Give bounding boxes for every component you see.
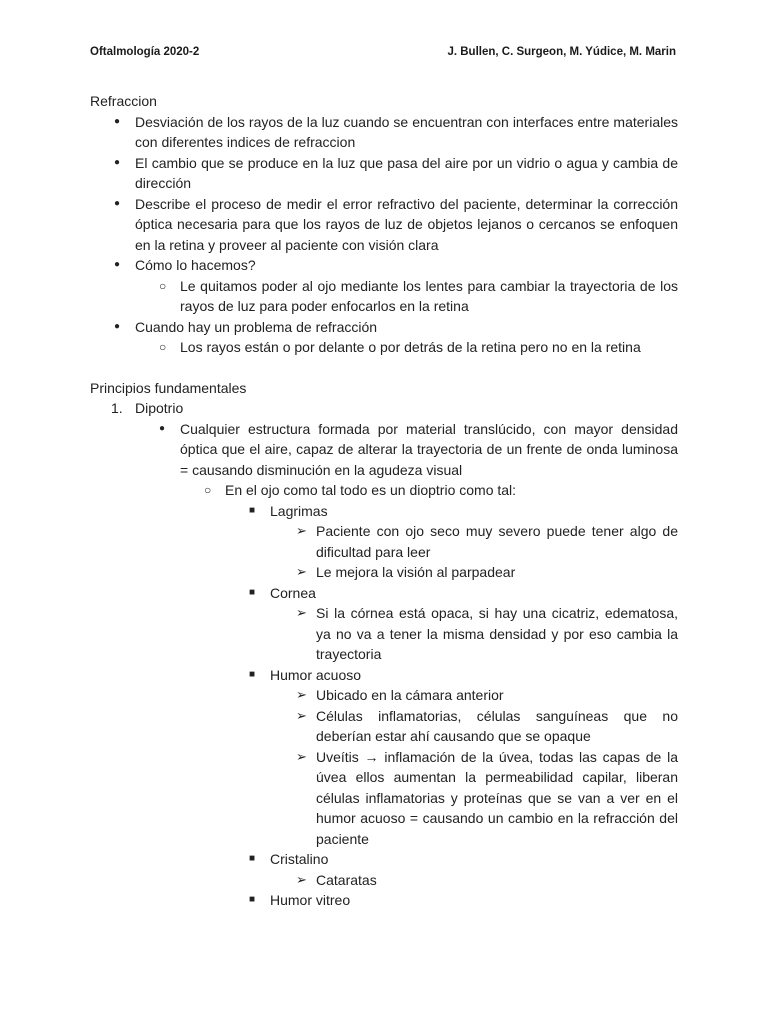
- arrow-bullet-icon: ➢: [296, 605, 307, 620]
- list-item: ■ Lagrimas: [90, 501, 678, 522]
- list-item: ● Cuando hay un problema de refracción: [90, 317, 678, 338]
- list-item: ➢ Paciente con ojo seco muy severo puede tener algo de dificultad para leer: [296, 523, 678, 560]
- list-item: ➢ Células inflamatorias, células sanguíneas que no deberían estar ahí causando que se opaque: [296, 707, 678, 744]
- principios-list: [90, 398, 678, 911]
- list-item: ● Cómo lo hacemos?: [90, 255, 678, 276]
- list-item: ● Desviación de los rayos de la luz cuando se encuentran con interfaces entre materiales con diferentes indices de refraccion: [114, 113, 678, 150]
- document-body: [90, 91, 678, 911]
- list-item: ➢ Si la córnea está opaca, si hay una cicatriz, edematosa, ya no va a tener la misma densidad y por eso cambia la trayectoria: [296, 605, 678, 662]
- list-item: ■ Humor vitreo: [90, 890, 678, 911]
- arrow-bullet-icon: ➢: [296, 687, 307, 702]
- list-item: ➢ Ubicado en la cámara anterior: [90, 685, 678, 706]
- bullet-disc-icon: ●: [114, 156, 121, 168]
- bullet-disc-icon: ●: [114, 115, 121, 127]
- arrow-bullet-icon: ➢: [296, 523, 307, 538]
- item-number: 1.: [111, 400, 123, 416]
- list-item: ■ Cristalino: [90, 849, 678, 870]
- arrow-bullet-icon: ➢: [296, 564, 307, 579]
- list-item: ● Cualquier estructura formada por material translúcido, con mayor densidad óptica que el aire, capaz de alterar la trayectoria de un frente de onda luminosa = causando disminución en la agudeza visual: [159, 420, 678, 478]
- section-heading-refraccion: Refraccion: [90, 93, 157, 109]
- arrow-bullet-icon: ➢: [296, 707, 307, 723]
- bullet-circle-icon: ○: [204, 483, 212, 497]
- bullet-disc-icon: ●: [114, 320, 121, 332]
- bullet-square-icon: ■: [249, 504, 256, 516]
- page-header: [90, 46, 676, 62]
- list-item: ● Describe el proceso de medir el error refractivo del paciente, determinar la corrección óptica necesaria para que los rayos de luz de objetos lejanos o cercanos se enfoquen en la retina y proveer al paciente con visión clara: [114, 195, 678, 253]
- bullet-square-icon: ■: [249, 586, 256, 598]
- list-item: ○ Le quitamos poder al ojo mediante los lentes para cambiar la trayectoria de los rayos de luz para poder enfocarlos en la retina: [159, 277, 678, 314]
- bullet-circle-icon: ○: [159, 278, 167, 293]
- section-heading-principios: Principios fundamentales: [90, 379, 247, 396]
- bullet-circle-icon: ○: [159, 340, 167, 354]
- bullet-disc-icon: ●: [114, 197, 121, 209]
- list-item: ○ En el ojo como tal todo es un dioptrio como tal:: [90, 480, 678, 501]
- list-item: ■ Cornea: [90, 583, 678, 604]
- list-item: ● El cambio que se produce en la luz que pasa del aire por un vidrio o agua y cambia de dirección: [114, 154, 678, 191]
- list-item: ○ Los rayos están o por delante o por detrás de la retina pero no en la retina: [90, 337, 678, 358]
- list-item: ➢ Le mejora la visión al parpadear: [90, 562, 678, 583]
- bullet-disc-icon: ●: [159, 422, 166, 434]
- bullet-square-icon: ■: [249, 894, 256, 905]
- bullet-square-icon: ■: [249, 853, 256, 864]
- arrow-bullet-icon: ➢: [296, 871, 307, 887]
- list-item: ➢ Uveítis → inflamación de la úvea, todas las capas de la úvea ellos aumentan la permeabilidad capilar, liberan células inflamatorias y proteínas que se van a ver en el humor acuoso = causando un cambio en la refracción del paciente: [296, 748, 678, 847]
- authors: J. Bullen, C. Surgeon, M. Yúdice, M. Marin: [447, 46, 676, 58]
- bullet-square-icon: ■: [249, 668, 256, 680]
- numbered-item: 1. Dipotrio: [90, 398, 678, 419]
- refraccion-list: [90, 112, 678, 358]
- list-item: ■ Humor acuoso: [90, 665, 678, 686]
- list-item: ➢ Cataratas: [90, 870, 678, 891]
- paragraph-spacer: [90, 358, 678, 378]
- course-title: Oftalmología 2020-2: [90, 46, 200, 58]
- bullet-disc-icon: ●: [114, 259, 121, 270]
- arrow-bullet-icon: ➢: [296, 748, 307, 764]
